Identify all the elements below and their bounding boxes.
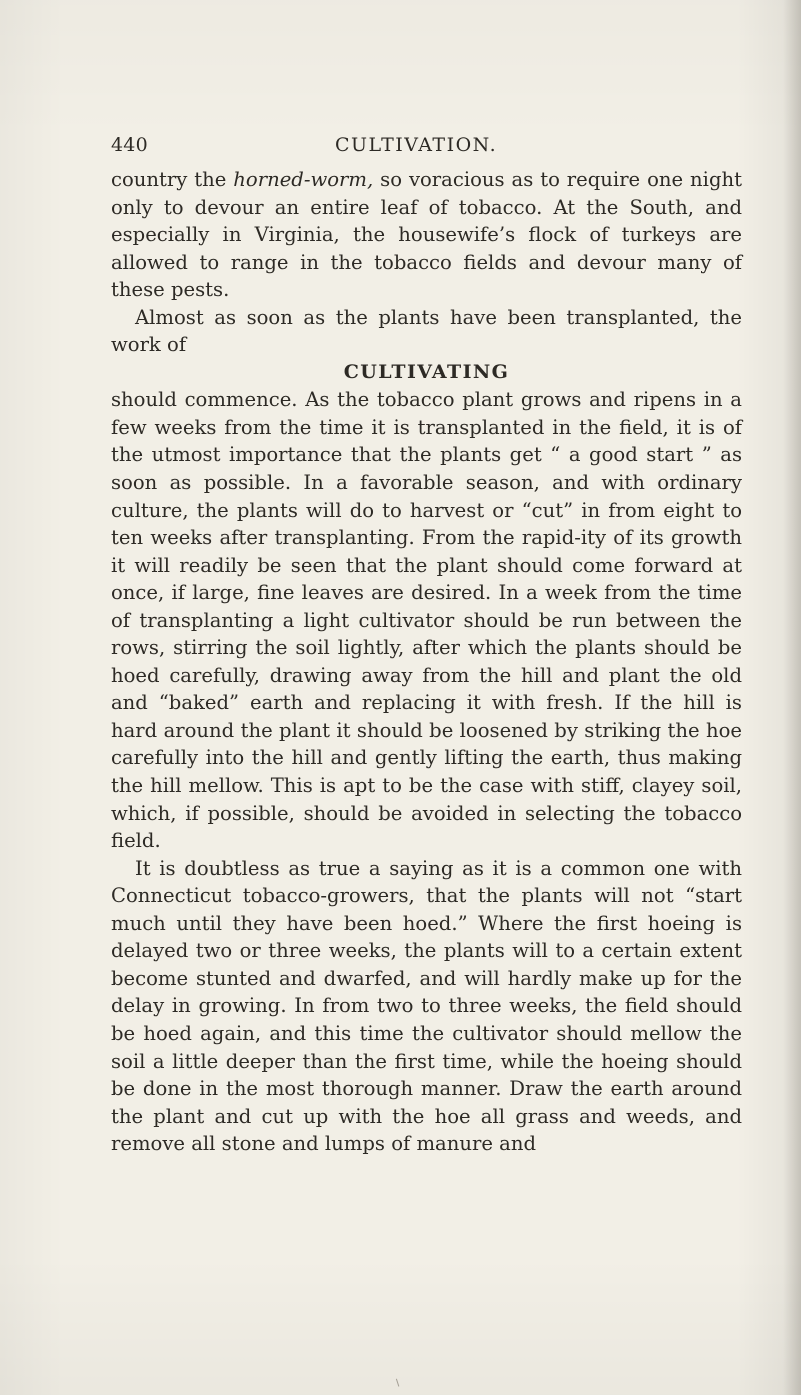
paragraph-work-of: Almost as soon as the plants have been transplanted, the work of <box>111 305 742 357</box>
paragraph-connecticut-growers: It is doubtless as true a saying as it is a common one with Connecticut tobacco-growers, that the plants will not “start much until they have been hoed.” Where the first hoeing is delayed two or three weeks, the plants will to a certain extent become stunted and dwarfed, and will hardly make up for the delay in growing. In from two to three weeks, the field should be hoed again, and this time the cultivator should mellow the soil a little deeper than the first time, while the hoeing should be done in the most thorough manner. Draw the earth around the plant and cut up with the hoe all grass and weeds, and remove all stone and lumps of manure and <box>111 856 742 1156</box>
italic-term-horned-worm: horned-worm, <box>233 168 374 191</box>
section-heading-cultivating: CULTIVATING <box>343 360 510 383</box>
page-edge-shadow <box>783 0 801 1395</box>
page-number: 440 <box>111 134 148 156</box>
paragraph-1-rest: so voracious as to require one night only to devour an entire leaf of tobacco. At the South, and especially in Virginia, the housewife’s flock of turkeys are allowed to range in the tobacco fields and devour many of these pests. <box>111 168 742 302</box>
running-title: CULTIVATION. <box>335 134 498 156</box>
page-body-text <box>111 166 742 1158</box>
paragraph-horned-worm <box>111 166 742 304</box>
paragraph-1-start: country the <box>111 168 234 191</box>
stray-ink-mark <box>396 1377 403 1386</box>
paragraph-cultivation-instructions: should commence. As the tobacco plant grows and ripens in a few weeks from the time it is transplanted in the field, it is of the utmost importance that the plants get “ a good start ” as soon as possible. In a favorable season, and with ordinary culture, the plants will do to harvest or “cut” in from eight to ten weeks after transplanting. From the rapid-ity of its growth it will readily be seen that the plant should come forward at once, if large, fine leaves are desired. In a week from the time of transplanting a light cultivator should be run between the rows, stirring the soil lightly, after which the plants should be hoed carefully, drawing away from the hill and plant the old and “baked” earth and replacing it with fresh. If the hill is hard around the plant it should be loosened by striking the hoe carefully into the hill and gently lifting the earth, thus making the hill mellow. This is apt to be the case with stiff, clayey soil, which, if possible, should be avoided in selecting the tobacco field. <box>111 388 742 853</box>
running-head <box>111 134 711 164</box>
